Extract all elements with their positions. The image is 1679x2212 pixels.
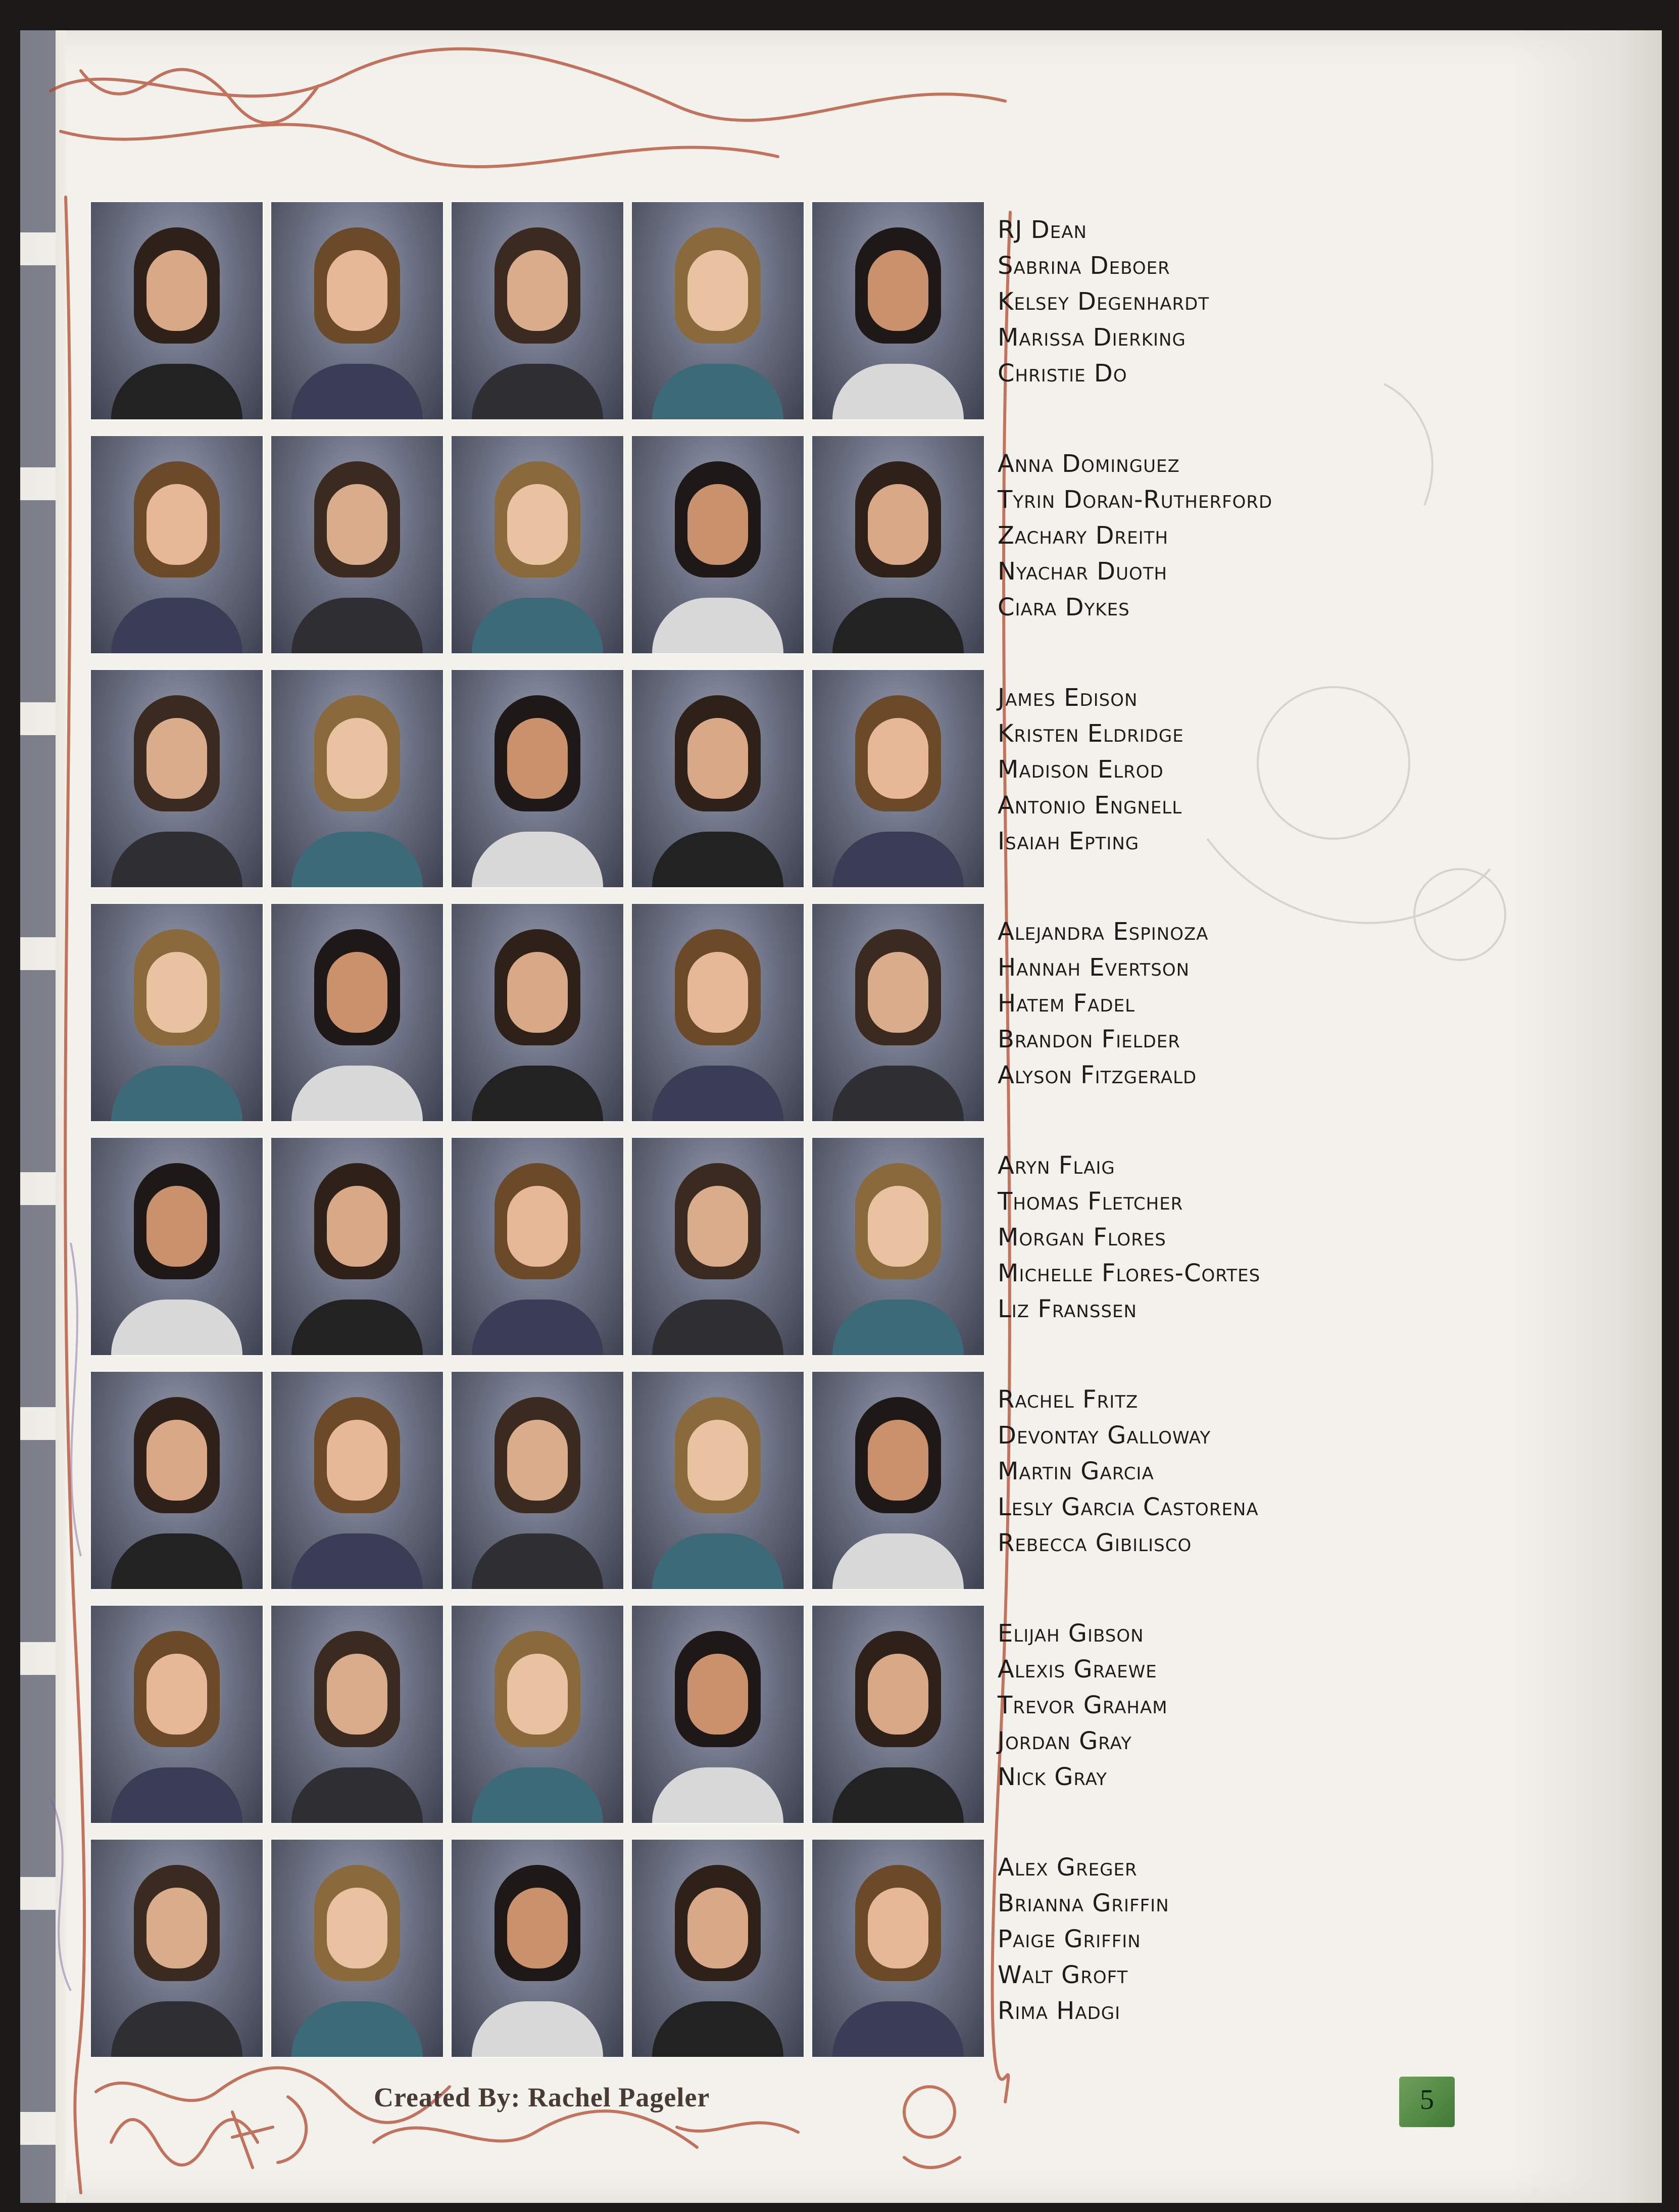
student-name: Hatem Fadel	[998, 989, 1135, 1018]
student-portrait	[812, 436, 984, 653]
portrait-shirt	[472, 832, 603, 887]
student-name: RJ Dean	[998, 216, 1087, 244]
portrait-shirt	[291, 364, 423, 419]
portrait-shirt	[652, 598, 783, 653]
student-portrait	[632, 436, 804, 653]
portrait-shirt	[472, 598, 603, 653]
student-portrait	[632, 1138, 804, 1355]
portrait-shirt	[652, 364, 783, 419]
student-name: Nyachar Duoth	[998, 557, 1168, 586]
student-portrait	[632, 1840, 804, 2057]
student-name: Michelle Flores-Cortes	[998, 1259, 1261, 1287]
page-curl-shadow	[1510, 30, 1662, 2203]
portrait-face	[327, 1654, 387, 1735]
portrait-shirt	[472, 2001, 603, 2057]
portrait-shirt	[652, 832, 783, 887]
student-name: Christie Do	[998, 359, 1127, 388]
student-portrait	[271, 1840, 443, 2057]
portrait-shirt	[291, 2001, 423, 2057]
student-portrait	[91, 1138, 263, 1355]
student-portrait	[812, 1138, 984, 1355]
student-name: Antonio Engnell	[998, 791, 1182, 820]
portrait-face	[507, 484, 568, 565]
portrait-row	[91, 1138, 1000, 1355]
portrait-grid	[91, 202, 1000, 2072]
student-portrait	[812, 670, 984, 887]
portrait-shirt	[652, 1767, 783, 1823]
student-portrait	[812, 202, 984, 419]
student-portrait	[91, 1840, 263, 2057]
portrait-shirt	[832, 598, 964, 653]
student-name: Anna Dominguez	[998, 450, 1180, 478]
student-portrait	[452, 1138, 623, 1355]
student-name: Walt Groft	[998, 1961, 1128, 1989]
student-name: Marissa Dierking	[998, 323, 1186, 352]
name-group	[998, 1382, 1452, 1561]
student-name: Brianna Griffin	[998, 1889, 1169, 1917]
student-portrait	[812, 1372, 984, 1589]
student-name: Liz Franssen	[998, 1295, 1137, 1323]
student-name: Kristen Eldridge	[998, 719, 1184, 748]
portrait-shirt	[832, 832, 964, 887]
student-portrait	[632, 670, 804, 887]
student-name: Paige Griffin	[998, 1925, 1141, 1953]
student-name: Kelsey Degenhardt	[998, 287, 1210, 316]
student-name: Alexis Graewe	[998, 1655, 1157, 1684]
portrait-face	[327, 250, 387, 331]
portrait-face	[868, 718, 928, 799]
portrait-shirt	[291, 1300, 423, 1355]
student-name: Trevor Graham	[998, 1691, 1168, 1719]
student-portrait	[91, 1372, 263, 1589]
portrait-shirt	[652, 2001, 783, 2057]
student-name: Isaiah Epting	[998, 827, 1140, 855]
portrait-face	[507, 1888, 568, 1968]
name-group	[998, 212, 1452, 392]
student-portrait	[91, 436, 263, 653]
student-portrait	[452, 1606, 623, 1823]
student-portrait	[452, 202, 623, 419]
portrait-shirt	[472, 1767, 603, 1823]
portrait-shirt	[111, 1066, 242, 1121]
portrait-face	[146, 718, 207, 799]
portrait-shirt	[291, 832, 423, 887]
portrait-face	[146, 250, 207, 331]
portrait-shirt	[111, 364, 242, 419]
portrait-face	[868, 250, 928, 331]
student-portrait	[632, 904, 804, 1121]
portrait-face	[868, 1654, 928, 1735]
student-portrait	[271, 202, 443, 419]
portrait-face	[146, 1888, 207, 1968]
student-portrait	[452, 1840, 623, 2057]
portrait-face	[507, 1420, 568, 1501]
portrait-face	[687, 1186, 748, 1267]
student-name: Alejandra Espinoza	[998, 918, 1209, 946]
student-name: Devontay Galloway	[998, 1421, 1211, 1450]
student-name: Rachel Fritz	[998, 1385, 1139, 1414]
portrait-face	[146, 1654, 207, 1735]
portrait-face	[327, 484, 387, 565]
student-portrait	[812, 1606, 984, 1823]
student-name: Ciara Dykes	[998, 593, 1130, 621]
student-portrait	[91, 1606, 263, 1823]
portrait-shirt	[832, 1767, 964, 1823]
student-name: Lesly Garcia Castorena	[998, 1493, 1259, 1521]
student-portrait	[452, 670, 623, 887]
student-name: Rebecca Gibilisco	[998, 1529, 1192, 1557]
portrait-shirt	[832, 2001, 964, 2057]
student-name: Jordan Gray	[998, 1727, 1132, 1755]
name-group	[998, 446, 1452, 626]
name-group	[998, 914, 1452, 1093]
student-name: Alex Greger	[998, 1853, 1138, 1882]
page-number: 5	[1420, 2084, 1434, 2115]
portrait-shirt	[472, 364, 603, 419]
portrait-face	[868, 1888, 928, 1968]
portrait-shirt	[291, 1066, 423, 1121]
portrait-face	[687, 1888, 748, 1968]
student-name: Morgan Flores	[998, 1223, 1166, 1252]
student-portrait	[812, 904, 984, 1121]
portrait-face	[507, 1186, 568, 1267]
student-name: Aryn Flaig	[998, 1151, 1115, 1180]
portrait-shirt	[652, 1300, 783, 1355]
portrait-shirt	[472, 1066, 603, 1121]
student-portrait	[271, 1606, 443, 1823]
portrait-face	[327, 718, 387, 799]
portrait-face	[327, 952, 387, 1033]
portrait-shirt	[472, 1533, 603, 1589]
portrait-shirt	[832, 1066, 964, 1121]
portrait-row	[91, 1840, 1000, 2057]
student-portrait	[271, 1372, 443, 1589]
student-name: Tyrin Doran-Rutherford	[998, 486, 1273, 514]
name-group	[998, 1616, 1452, 1795]
portrait-shirt	[111, 832, 242, 887]
page-number-tab	[1399, 2077, 1455, 2127]
portrait-face	[146, 484, 207, 565]
portrait-face	[687, 1420, 748, 1501]
name-group	[998, 680, 1452, 859]
portrait-face	[868, 1186, 928, 1267]
portrait-row	[91, 202, 1000, 419]
portrait-face	[507, 952, 568, 1033]
portrait-face	[146, 1420, 207, 1501]
student-name: Rima Hadgi	[998, 1997, 1121, 2025]
portrait-shirt	[832, 1533, 964, 1589]
portrait-face	[687, 952, 748, 1033]
student-portrait	[452, 436, 623, 653]
portrait-shirt	[652, 1066, 783, 1121]
student-name: Brandon Fielder	[998, 1025, 1180, 1053]
yearbook-page	[20, 30, 1662, 2203]
student-name: Hannah Evertson	[998, 953, 1190, 982]
portrait-face	[327, 1888, 387, 1968]
name-group	[998, 1850, 1452, 2029]
portrait-face	[507, 250, 568, 331]
student-portrait	[271, 436, 443, 653]
student-name: Sabrina Deboer	[998, 252, 1170, 280]
student-portrait	[91, 904, 263, 1121]
portrait-face	[868, 1420, 928, 1501]
portrait-face	[507, 718, 568, 799]
portrait-face	[687, 1654, 748, 1735]
portrait-shirt	[291, 1533, 423, 1589]
student-name: Zachary Dreith	[998, 521, 1169, 550]
student-portrait	[632, 1606, 804, 1823]
student-portrait	[91, 202, 263, 419]
student-portrait	[632, 202, 804, 419]
portrait-row	[91, 1372, 1000, 1589]
student-name: Thomas Fletcher	[998, 1187, 1183, 1216]
portrait-shirt	[111, 1300, 242, 1355]
portrait-row	[91, 904, 1000, 1121]
portrait-row	[91, 436, 1000, 653]
portrait-face	[327, 1420, 387, 1501]
student-portrait	[271, 670, 443, 887]
portrait-face	[687, 250, 748, 331]
portrait-face	[507, 1654, 568, 1735]
portrait-face	[687, 484, 748, 565]
portrait-shirt	[472, 1300, 603, 1355]
student-portrait	[452, 904, 623, 1121]
student-portrait	[812, 1840, 984, 2057]
portrait-shirt	[832, 1300, 964, 1355]
portrait-face	[687, 718, 748, 799]
student-name: Alyson Fitzgerald	[998, 1061, 1197, 1089]
name-group	[998, 1148, 1452, 1327]
student-name: Elijah Gibson	[998, 1619, 1144, 1648]
portrait-shirt	[291, 1767, 423, 1823]
portrait-shirt	[652, 1533, 783, 1589]
page-credit: Created By: Rachel Pageler	[374, 2082, 710, 2112]
portrait-face	[327, 1186, 387, 1267]
student-portrait	[452, 1372, 623, 1589]
portrait-row	[91, 1606, 1000, 1823]
portrait-shirt	[111, 1767, 242, 1823]
student-name: Nick Gray	[998, 1763, 1108, 1791]
portrait-shirt	[111, 2001, 242, 2057]
student-portrait	[91, 670, 263, 887]
portrait-face	[146, 952, 207, 1033]
student-portrait	[271, 904, 443, 1121]
student-name: Martin Garcia	[998, 1457, 1154, 1485]
portrait-shirt	[291, 598, 423, 653]
portrait-row	[91, 670, 1000, 887]
portrait-face	[868, 484, 928, 565]
student-name: James Edison	[998, 684, 1138, 712]
portrait-shirt	[832, 364, 964, 419]
portrait-face	[146, 1186, 207, 1267]
portrait-shirt	[111, 598, 242, 653]
student-portrait	[271, 1138, 443, 1355]
portrait-shirt	[111, 1533, 242, 1589]
portrait-face	[868, 952, 928, 1033]
student-name: Madison Elrod	[998, 755, 1164, 784]
student-portrait	[632, 1372, 804, 1589]
